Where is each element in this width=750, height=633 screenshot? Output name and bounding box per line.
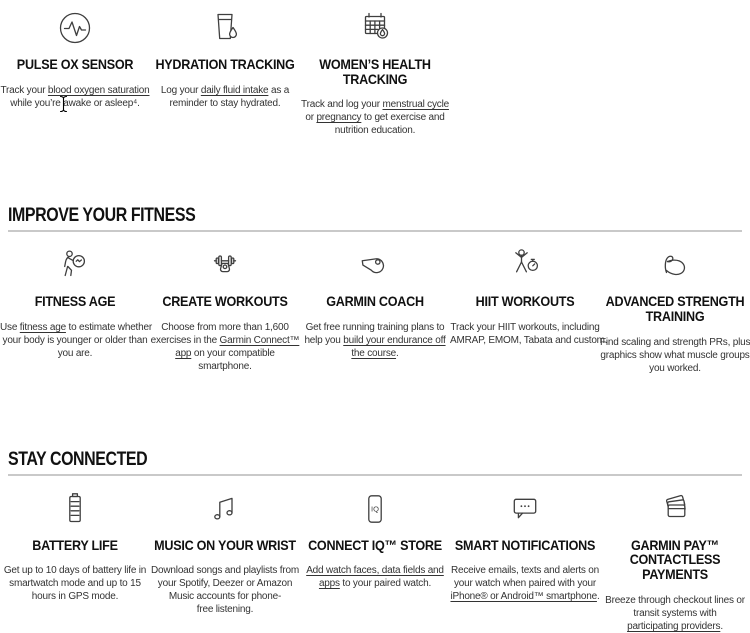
body-text: .	[720, 620, 723, 632]
inline-link[interactable]: build your endurance off	[343, 335, 446, 347]
feature-description	[450, 564, 600, 603]
feature-card	[150, 245, 300, 373]
body-text: Download songs and playlists from	[151, 565, 299, 577]
body-text: smartphone.	[198, 361, 252, 373]
body-text: free listening.	[196, 604, 254, 616]
svg-text:IQ: IQ	[371, 504, 379, 514]
feature-description	[0, 84, 150, 110]
body-text: Music accounts for phone-	[168, 591, 282, 603]
feature-title: GARMIN COACH	[326, 293, 424, 310]
body-text: Log your	[160, 84, 201, 96]
body-text: your watch when paired with your	[453, 578, 596, 590]
body-text: Breeze through checkout lines or	[605, 594, 745, 606]
feature-description	[300, 321, 450, 360]
feature-grid	[0, 476, 750, 633]
body-text: .	[396, 348, 399, 360]
body-text: Track your	[0, 84, 48, 96]
body-text: Track and log your	[301, 99, 383, 111]
feature-card	[0, 8, 150, 110]
body-text: Find scaling and strength PRs, plus	[600, 336, 750, 348]
create-workouts-icon	[150, 245, 300, 285]
feature-title: MUSIC ON YOUR WRIST	[154, 536, 296, 553]
garmin-coach-whistle-icon	[300, 245, 450, 285]
strength-training-icon	[600, 245, 750, 285]
body-text: .	[596, 591, 600, 603]
feature-card	[300, 489, 450, 591]
body-text: graphics show what muscle groups	[600, 349, 750, 361]
inline-link[interactable]: apps	[318, 578, 340, 590]
feature-description	[150, 564, 300, 616]
inline-link[interactable]: participating providers	[627, 620, 721, 632]
body-text: Use	[0, 322, 20, 334]
inline-link[interactable]: pregnancy	[316, 112, 362, 124]
body-text: transit systems with	[633, 607, 717, 619]
feature-description	[150, 321, 300, 373]
body-text: you are.	[57, 348, 93, 360]
feature-title: HIIT WORKOUTS	[475, 293, 575, 310]
inline-link[interactable]: menstrual cycle	[382, 99, 449, 111]
feature-title: SMART NOTIFICATIONS	[454, 536, 596, 553]
section-title: STAY CONNECTED	[8, 448, 148, 470]
feature-title: CONNECT IQ™ STORE	[308, 536, 442, 553]
feature-card	[450, 245, 608, 347]
body-text: Get up to 10 days of battery life in	[3, 565, 147, 577]
feature-grid	[0, 232, 750, 374]
body-text: your Spotify, Deezer or Amazon	[157, 578, 293, 590]
feature-description	[150, 84, 300, 110]
hydration-icon	[150, 8, 300, 48]
feature-card	[450, 489, 600, 604]
feature-description	[300, 98, 450, 137]
feature-card	[600, 245, 750, 374]
feature-card	[0, 245, 150, 360]
feature-title: BATTERY LIFE	[32, 536, 118, 553]
inline-link[interactable]: the course	[351, 348, 397, 360]
feature-title: ADVANCED STRENGTH TRAINING	[605, 293, 745, 325]
body-text: or	[305, 112, 317, 124]
body-text: smartwatch mode and up to 15	[9, 578, 141, 590]
feature-description	[0, 321, 150, 360]
smart-notifications-icon	[450, 489, 600, 529]
feature-title: GARMIN PAY™ CONTACTLESS PAYMENTS	[629, 536, 721, 583]
inline-link[interactable]: fitness age	[19, 322, 66, 334]
section-header-wrap	[0, 448, 750, 471]
connect-iq-phone-icon	[300, 489, 450, 529]
feature-title: HYDRATION TRACKING	[155, 56, 295, 72]
body-text: while you’re awake or asleep⁴.	[10, 97, 140, 109]
feature-description	[0, 564, 150, 603]
inline-link[interactable]: Garmin Connect™	[219, 335, 300, 347]
body-text: on your compatible	[191, 348, 275, 360]
feature-card	[150, 489, 300, 617]
feature-card	[0, 489, 150, 604]
fitness-age-icon	[0, 245, 150, 285]
feature-title: FITNESS AGE	[34, 293, 116, 310]
feature-title: WOMEN’S HEALTH TRACKING	[319, 56, 431, 87]
feature-title: PULSE OX SENSOR	[16, 56, 134, 72]
battery-icon	[0, 489, 150, 529]
hiit-workouts-icon	[450, 245, 600, 285]
body-text: you worked.	[649, 362, 701, 374]
feature-description	[450, 321, 608, 347]
inline-link[interactable]: Add watch faces, data fields and	[306, 565, 444, 577]
feature-title: CREATE WORKOUTS	[162, 293, 288, 310]
feature-card	[150, 8, 300, 110]
inline-link[interactable]: blood oxygen saturation	[47, 84, 150, 96]
pulse-ox-icon	[0, 8, 150, 48]
body-text: help you	[304, 335, 344, 347]
feature-grid	[0, 0, 750, 137]
body-text: Receive emails, texts and alerts on	[450, 565, 600, 577]
body-text: as a	[268, 84, 290, 96]
feature-card	[300, 8, 450, 137]
body-text: reminder to stay hydrated.	[169, 97, 281, 109]
body-text: hours in GPS mode.	[31, 591, 119, 603]
inline-link[interactable]: iPhone® or Android™ smartphone	[450, 591, 597, 603]
feature-description	[300, 564, 450, 590]
body-text: exercises in the	[150, 335, 220, 347]
inline-link[interactable]: daily fluid intake	[200, 84, 269, 96]
body-text: Choose from more than 1,600	[161, 322, 289, 334]
feature-description	[600, 336, 750, 375]
body-text: to estimate whether	[65, 322, 152, 334]
feature-card	[300, 245, 450, 360]
feature-description	[600, 594, 750, 633]
section-header-wrap	[0, 204, 750, 227]
body-text: Track your HIIT workouts, including	[450, 322, 600, 334]
music-notes-icon	[150, 489, 300, 529]
body-text: your body is younger or older than	[2, 335, 148, 347]
womens-health-icon	[300, 8, 450, 48]
feature-section	[0, 0, 750, 137]
inline-link[interactable]: app	[175, 348, 192, 360]
feature-section	[0, 204, 750, 374]
section-title: IMPROVE YOUR FITNESS	[8, 205, 196, 227]
text-cursor-ibeam	[58, 95, 69, 118]
feature-section	[0, 448, 750, 633]
body-text: to your paired watch.	[339, 578, 432, 590]
body-text: nutrition education.	[334, 125, 416, 137]
body-text: AMRAP, EMOM, Tabata and custom.	[450, 335, 608, 347]
feature-card	[600, 489, 750, 633]
body-text: to get exercise and	[361, 112, 445, 124]
garmin-pay-cards-icon	[600, 489, 750, 529]
body-text: Get free running training plans to	[305, 322, 445, 334]
